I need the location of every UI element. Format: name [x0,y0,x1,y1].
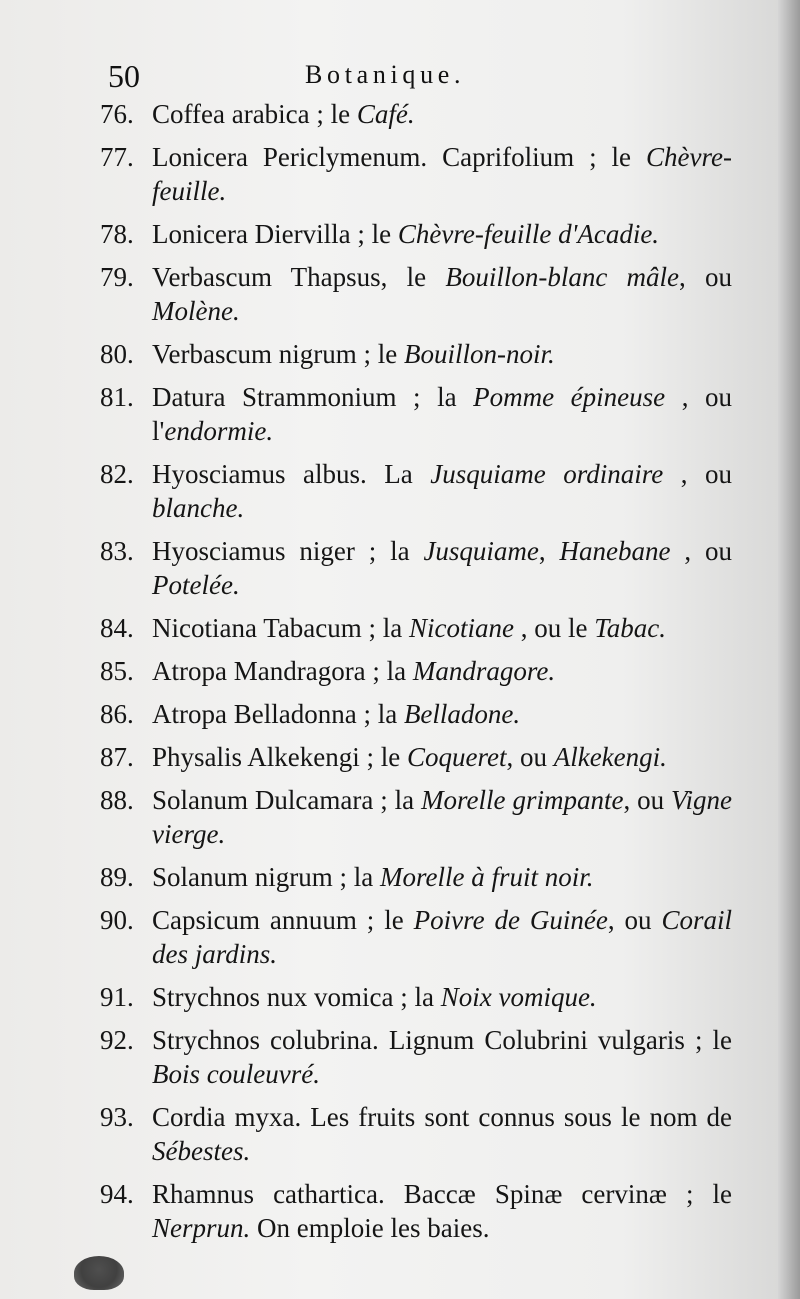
entry-number: 86. [100,699,134,729]
list-item [100,903,732,971]
entry-text [152,1179,732,1243]
list-item [100,740,732,774]
entry-text [152,656,555,686]
list-item [100,534,732,602]
common-name: Tabac. [594,613,667,643]
common-name: Corail des jardins. [152,905,733,969]
entry-segment: Atropa Belladonna ; la [152,699,404,729]
common-name: Café. [356,99,415,129]
entry-text [152,1025,732,1089]
common-name: Belladone. [403,699,521,729]
entry-segment: Solanum nigrum ; la [152,862,380,892]
common-name: Chèvre-feuille. [152,142,732,206]
entry-number: 83. [100,536,134,566]
common-name: Poivre de Guinée [413,905,608,935]
entry-segment: Coffea arabica ; le [152,99,357,129]
entry-number: 84. [100,613,134,643]
common-name: Chèvre-feuille d'Acadie. [397,219,660,249]
entry-text [152,459,732,523]
entry-number: 87. [100,742,134,772]
list-item [100,697,732,731]
entry-segment: On emploie les baies. [250,1213,490,1243]
entry-text [152,1102,732,1166]
entry-number: 90. [100,905,134,935]
list-item [100,337,732,371]
entry-text [152,699,520,729]
list-item [100,783,732,851]
entry-number: 76. [100,99,134,129]
common-name: Pomme épineuse [473,382,666,412]
entry-text [152,142,732,206]
list-item [100,380,732,448]
common-name: Bouillon-blanc mâle [445,262,680,292]
entry-text [152,219,659,249]
running-title: Botanique. [305,60,466,89]
entry-segment: Lonicera Diervilla ; le [152,219,398,249]
entry-segment: Hyosciamus niger ; la [152,536,424,566]
common-name: Morelle grimpante [421,785,624,815]
entry-segment: , ou [506,742,554,772]
common-name: Bois couleuvré. [152,1059,320,1089]
list-item [100,1100,732,1168]
entry-number: 91. [100,982,134,1012]
entry-segment: Nicotiana Tabacum ; la [152,613,410,643]
entry-number: 80. [100,339,134,369]
entry-number: 79. [100,262,134,292]
entry-segment: , ou [663,459,732,489]
list-item [100,1023,732,1091]
list-item [100,654,732,688]
entry-text [152,536,732,600]
entry-text [152,982,597,1012]
entry-number: 88. [100,785,134,815]
page-gutter [778,0,800,1299]
common-name: Alkekengi. [553,742,667,772]
page-header [0,58,778,98]
entry-text [152,382,732,446]
entry-segment: Strychnos nux vomica ; la [152,982,441,1012]
common-name: Sébestes. [152,1136,251,1166]
entry-text [152,262,732,326]
list-item [100,217,732,251]
entry-segment: , ou le [514,613,595,643]
common-name: Noix vomique. [440,982,597,1012]
entry-segment: Physalis Alkekengi ; le [152,742,407,772]
entry-number: 93. [100,1102,134,1132]
entry-segment: Verbascum Thapsus, le [152,262,446,292]
species-list [100,97,732,1254]
entry-segment: Lonicera Periclymenum. Caprifolium ; le [152,142,647,172]
entry-number: 85. [100,656,134,686]
list-item [100,140,732,208]
library-stamp-icon [74,1256,124,1290]
common-name: Potelée. [152,570,240,600]
common-name: Coqueret [406,742,507,772]
entry-text [152,339,555,369]
common-name: Vigne vierge. [152,785,732,849]
entry-segment: Datura Strammonium ; la [152,382,474,412]
list-item [100,97,732,131]
entry-number: 94. [100,1179,134,1209]
list-item [100,457,732,525]
common-name: Nerprun. [152,1213,251,1243]
common-name: Molène. [152,296,240,326]
entry-segment: Capsicum annuum ; le [152,905,414,935]
entry-segment: Hyosciamus albus. La [152,459,431,489]
entry-segment: , ou [679,262,732,292]
page-number: 50 [108,58,140,94]
entry-segment: , ou [623,785,672,815]
entry-segment: , [538,536,560,566]
common-name: Jusquiame ordinaire [430,459,664,489]
entry-text [152,905,732,969]
list-item [100,1177,732,1245]
entry-segment: , ou [670,536,733,566]
common-name: endormie. [164,416,274,446]
common-name: Hanebane [559,536,671,566]
list-item [100,260,732,328]
entry-number: 92. [100,1025,134,1055]
entry-text [152,862,593,892]
entry-segment: Verbascum nigrum ; le [152,339,404,369]
entry-number: 77. [100,142,134,172]
common-name: Jusquiame [423,536,539,566]
entry-segment: Strychnos colubrina. Lignum Colubrini vulgaris ; le [152,1025,732,1055]
common-name: Bouillon-noir. [403,339,555,369]
entry-number: 78. [100,219,134,249]
entry-segment: Rhamnus cathartica. Baccæ Spinæ cervinæ ; le [152,1179,732,1209]
entry-text [152,613,666,643]
common-name: Nicotiane [409,613,514,643]
entry-text [152,742,667,772]
list-item [100,611,732,645]
entry-segment: Cordia myxa. Les fruits sont connus sous le nom de [152,1102,732,1132]
entry-segment: , ou l' [152,382,733,446]
list-item [100,860,732,894]
entry-segment: , ou [607,905,662,935]
entry-number: 82. [100,459,134,489]
entry-number: 89. [100,862,134,892]
entry-segment: Atropa Mandragora ; la [152,656,413,686]
common-name: Mandragore. [412,656,556,686]
common-name: blanche. [152,493,245,523]
entry-number: 81. [100,382,134,412]
common-name: Morelle à fruit noir. [379,862,594,892]
entry-segment: Solanum Dulcamara ; la [152,785,422,815]
entry-text [152,99,415,129]
list-item [100,980,732,1014]
entry-text [152,785,732,849]
